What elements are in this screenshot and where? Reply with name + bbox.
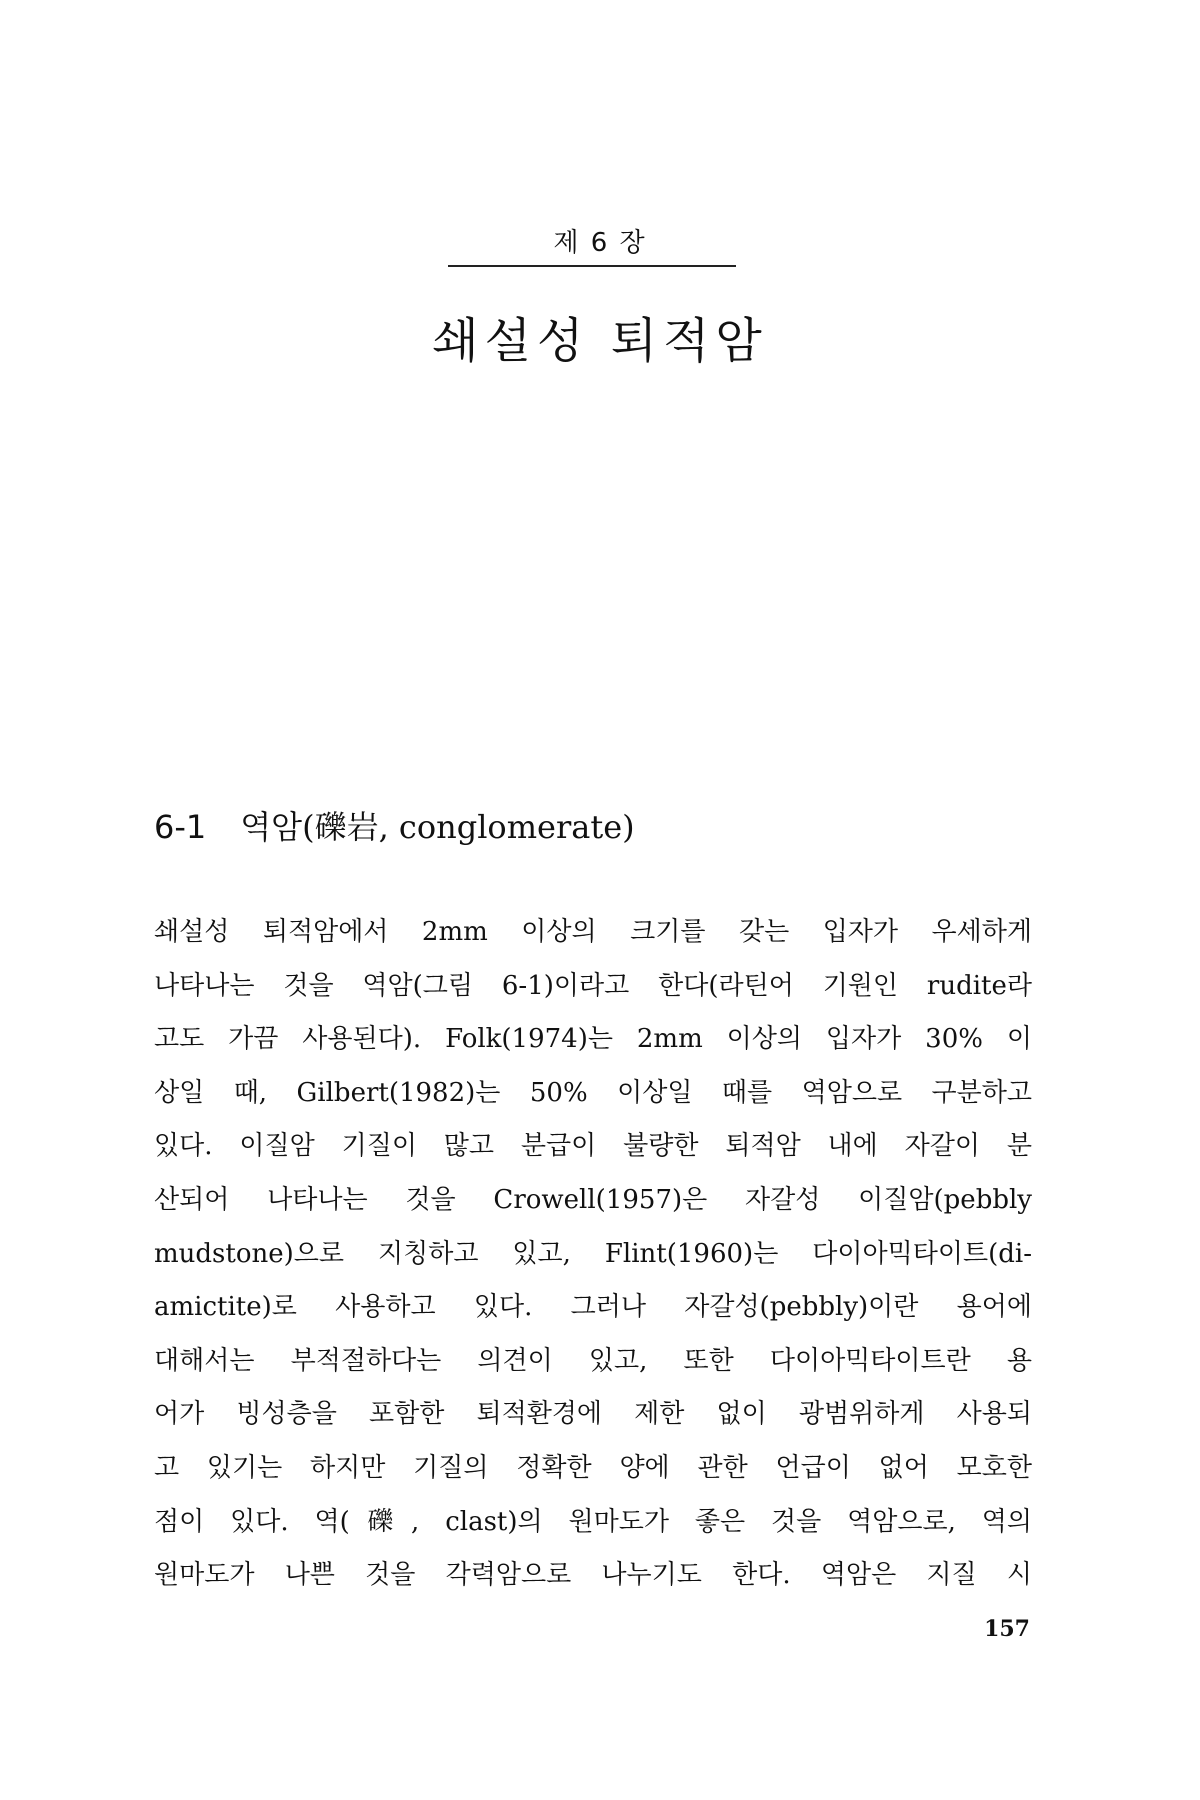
- section-heading: [154, 802, 635, 848]
- section-title: 역암(礫岩, conglomerate): [240, 808, 635, 846]
- page-number: 157: [984, 1616, 1030, 1642]
- body-line: 산되어 나타나는 것을 Crowell(1957)은 자갈성 이질암(pebbly: [154, 1184, 1032, 1215]
- body-line: 나타나는 것을 역암(그림 6-1)이라고 한다(라틴어 기원인 rudite라: [154, 970, 1032, 1001]
- body-line: amictite)로 사용하고 있다. 그러나 자갈성(pebbly)이란 용어에: [154, 1292, 1032, 1323]
- body-line: 어가 빙성층을 포함한 퇴적환경에 제한 없이 광범위하게 사용되: [154, 1399, 1032, 1430]
- body-line: 상일 때, Gilbert(1982)는 50% 이상일 때를 역암으로 구분하고: [154, 1077, 1032, 1108]
- body-line: mudstone)으로 지칭하고 있고, Flint(1960)는 다이아믹타이트(di-: [154, 1238, 1032, 1269]
- body-line: 고 있기는 하지만 기질의 정확한 양에 관한 언급이 없어 모호한: [154, 1452, 1032, 1483]
- body-line: 점이 있다. 역(礫, clast)의 원마도가 좋은 것을 역암으로, 역의: [154, 1506, 1032, 1537]
- section-number: 6-1: [154, 808, 207, 846]
- body-line: 고도 가끔 사용된다). Folk(1974)는 2mm 이상의 입자가 30% 이: [154, 1024, 1032, 1055]
- chapter-label: 제 6 장: [553, 228, 647, 258]
- body-line: 있다. 이질암 기질이 많고 분급이 불량한 퇴적암 내에 자갈이 분: [154, 1131, 1032, 1162]
- body-line: 원마도가 나쁜 것을 각력암으로 나누기도 한다. 역암은 지질 시: [154, 1560, 1032, 1591]
- chapter-divider: [448, 265, 736, 267]
- body-paragraph: [154, 906, 1032, 1603]
- body-line: 쇄설성 퇴적암에서 2mm 이상의 크기를 갖는 입자가 우세하게: [154, 917, 1032, 947]
- chapter-title: 쇄설성 퇴적암: [432, 313, 768, 370]
- body-line: 대해서는 부적절하다는 의견이 있고, 또한 다이아믹타이트란 용: [154, 1345, 1032, 1376]
